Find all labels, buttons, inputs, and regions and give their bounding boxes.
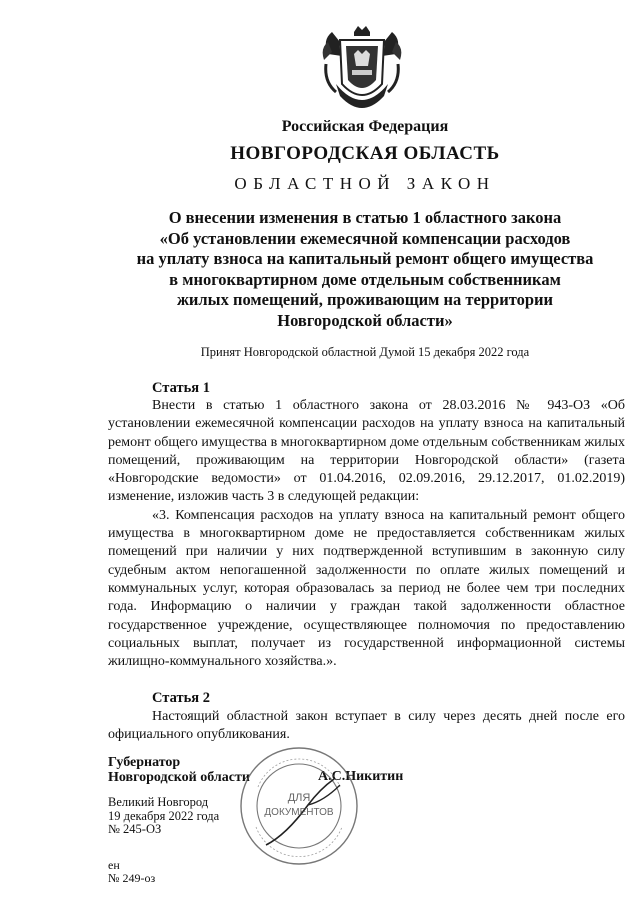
registration-number: № 249-оз xyxy=(108,870,156,885)
article-1-heading: Статья 1 xyxy=(152,380,210,396)
article-2-text: Настоящий областной закон вступает в силу через десять дней после его официального опубликования. xyxy=(108,709,625,743)
article-2-heading: Статья 2 xyxy=(152,690,210,706)
stamp-line2: ДОКУМЕНТОВ xyxy=(264,807,334,818)
coat-of-arms-emblem-icon xyxy=(318,24,406,114)
title-line: Новгородской области» xyxy=(277,310,453,330)
signatory-title-line2: Новгородской области xyxy=(108,770,250,785)
city: Великий Новгород xyxy=(108,795,209,809)
law-number: № 245-ОЗ xyxy=(108,822,162,836)
place-and-date xyxy=(108,796,219,837)
stamp-line1: ДЛЯ xyxy=(287,792,311,804)
signatory-name: А.С.Никитин xyxy=(318,769,404,784)
signing-date: 19 декабря 2022 года xyxy=(108,808,220,823)
registration-note xyxy=(108,859,155,884)
signatory-title xyxy=(108,755,250,785)
law-type: ОБЛАСТНОЙ ЗАКОН xyxy=(234,174,496,193)
registration-initials: ен xyxy=(108,858,120,872)
law-title xyxy=(95,208,635,331)
title-line: О внесении изменения в статью 1 областного закона xyxy=(168,208,562,227)
region-name: НОВГОРОДСКАЯ ОБЛАСТЬ xyxy=(230,143,500,164)
country-name: Российская Федерация xyxy=(281,118,449,135)
article-1-body xyxy=(108,397,625,671)
article-1-intro: Внести в статью 1 областного закона от 28.03.2016 № 943-ОЗ «Об установлении ежемесячной компенсации расходов на уплату взноса на капитальный ремонт общего имущества в многоквартирном доме отдельным собственникам жилых помещений, проживающим на территории Новгородской области» (газета «Новгородские ведомости» от 01.04.2016, 02.09.2016, 29.12.2017, 01.02.2019) изменение, изложив часть 3 в следующей редакции: xyxy=(108,398,625,505)
title-line: жилых помещений, проживающим на территории xyxy=(176,290,554,309)
title-line: на уплату взноса на капитальный ремонт общего имущества xyxy=(136,249,594,268)
title-line: «Об установлении ежемесячной компенсации расходов xyxy=(159,228,571,248)
signatory-title-line1: Губернатор xyxy=(108,755,181,770)
official-stamp-icon xyxy=(238,745,360,867)
adoption-note: Принят Новгородской областной Думой 15 декабря 2022 года xyxy=(200,345,530,359)
article-1-quote: «3. Компенсация расходов на уплату взноса на капитальный ремонт общего имущества в многоквартирном доме не предоставляется собственникам жилых помещений при наличии у них подтвержденной вступившим в законную силу судебным актом непогашенной задолженности по оплате жилых помещений и коммунальных услуг, которая образовалась за период не более чем три последних года. Информацию о наличии у граждан такой задолженности областное государственное учреждение, осуществляющее полномочия по предоставлению социальных выплат, получает из государственной информационной системы жилищно-коммунального хозяйства.». xyxy=(108,507,625,670)
article-2-body xyxy=(108,708,625,745)
title-line: в многоквартирном доме отдельным собственникам xyxy=(169,269,561,289)
